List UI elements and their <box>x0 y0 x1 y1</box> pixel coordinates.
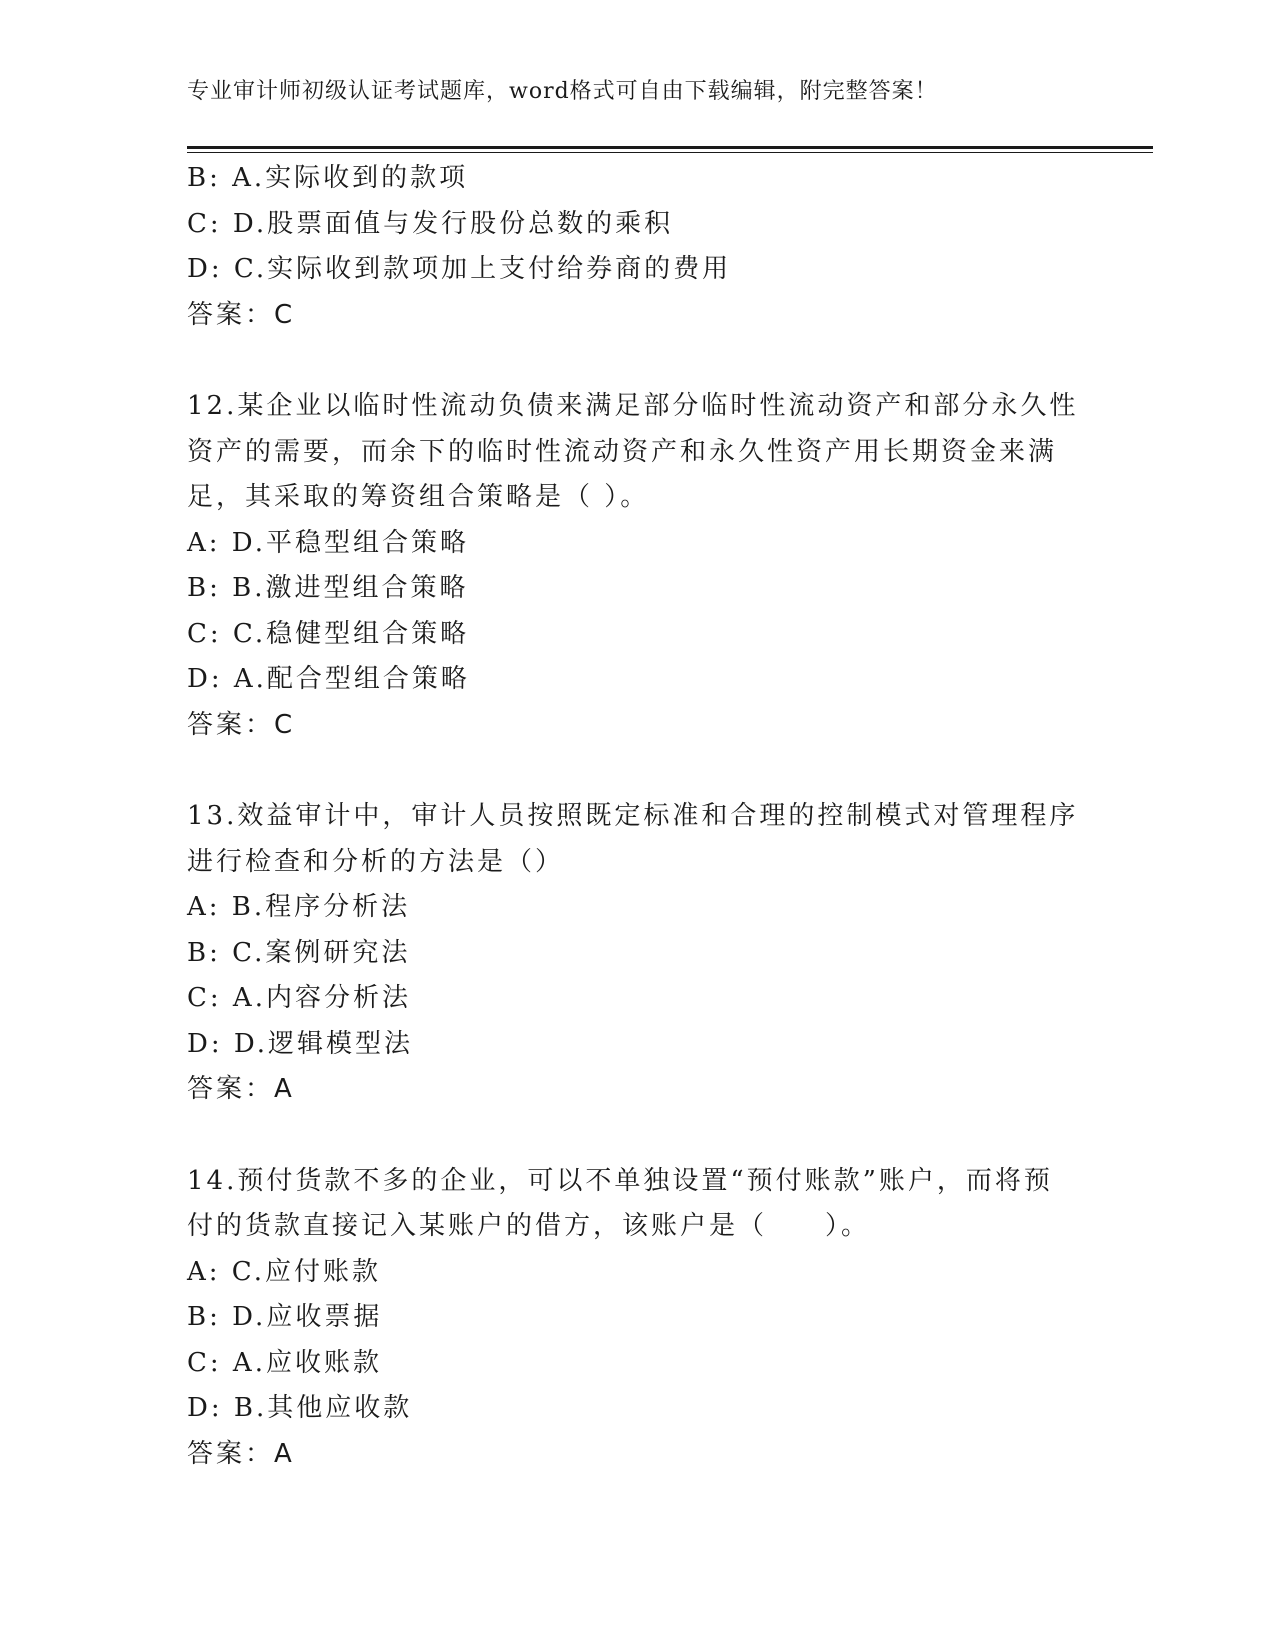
question-stem: 13.效益审计中，审计人员按照既定标准和合理的控制模式对管理程序 <box>187 801 1079 831</box>
option-b: B: D.应收票据 <box>187 1302 383 1332</box>
answer: 答案：A <box>187 1074 295 1104</box>
option-d: D: B.其他应收款 <box>187 1393 413 1423</box>
question-12 <box>187 384 1087 748</box>
question-stem: 付的货款直接记入某账户的借方，该账户是（ ）。 <box>187 1211 871 1241</box>
question-14 <box>187 1159 1087 1478</box>
question-stem: 足，其采取的筹资组合策略是（ ）。 <box>187 482 650 512</box>
option-c: C: A.内容分析法 <box>187 983 411 1013</box>
answer: 答案：A <box>187 1438 295 1469</box>
option-d: D: C.实际收到款项加上支付给券商的费用 <box>187 254 732 284</box>
option-b: B: B.激进型组合策略 <box>187 573 469 603</box>
question-stem: 资产的需要，而余下的临时性流动资产和永久性资产用长期资金来满 <box>187 436 1058 467</box>
question-stem: 12.某企业以临时性流动负债来满足部分临时性流动资产和部分永久性 <box>187 391 1079 421</box>
partial-question <box>187 156 1087 338</box>
answer: 答案：C <box>187 709 296 740</box>
option-d: D: D.逻辑模型法 <box>187 1028 414 1059</box>
option-b: B: C.案例研究法 <box>187 937 411 968</box>
header-rule-thin <box>187 152 1153 153</box>
option-a: A: D.平稳型组合策略 <box>187 527 469 558</box>
answer: 答案：C <box>187 299 296 330</box>
option-a: A: C.应付账款 <box>187 1256 382 1287</box>
question-13 <box>187 794 1087 1113</box>
question-stem: 进行检查和分析的方法是（） <box>187 846 565 877</box>
option-b: B: A.实际收到的款项 <box>187 163 469 193</box>
option-d: D: A.配合型组合策略 <box>187 664 470 694</box>
page-header: 专业审计师初级认证考试题库，word格式可自由下载编辑，附完整答案！ <box>187 79 938 104</box>
header-rule-thick <box>187 146 1153 149</box>
question-stem: 14.预付货款不多的企业，可以不单独设置“预付账款”账户，而将预 <box>187 1165 1053 1196</box>
option-c: C: C.稳健型组合策略 <box>187 618 470 649</box>
option-c: C: D.股票面值与发行股份总数的乘积 <box>187 208 674 239</box>
question-content <box>187 156 1087 1477</box>
option-c: C: A.应收账款 <box>187 1347 382 1378</box>
option-a: A: B.程序分析法 <box>187 892 411 922</box>
